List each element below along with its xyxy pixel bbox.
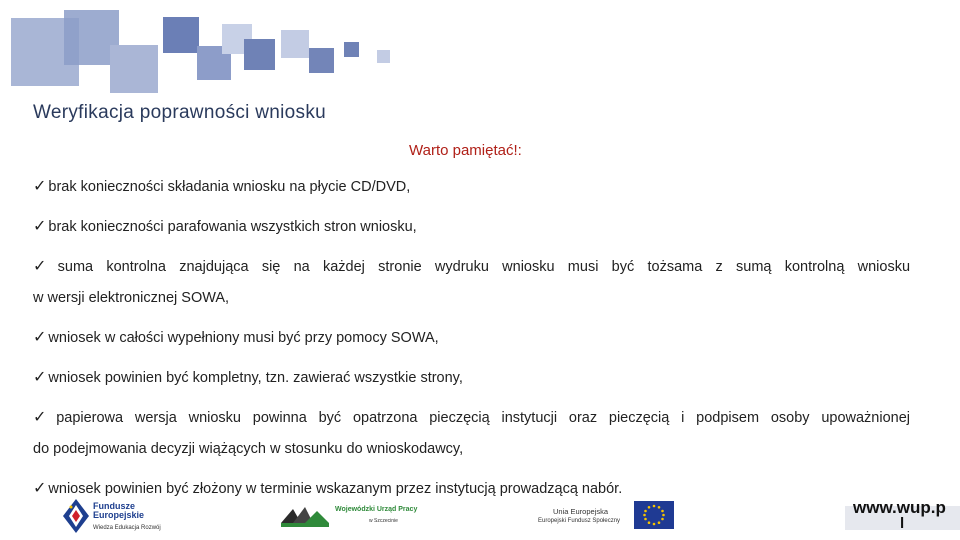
list-item-continuation: [33, 434, 910, 464]
check-icon: ✓: [33, 369, 47, 386]
fe-line3: Wiedza Edukacja Rozwój: [93, 525, 161, 531]
slide-title: Weryfikacja poprawności wniosku: [33, 102, 327, 123]
website-text-tail: l: [900, 515, 905, 532]
wup-line1: Wojewódzki Urząd Pracy: [335, 506, 418, 513]
logo-fundusze-europejskie: [63, 499, 173, 535]
square: [377, 50, 390, 63]
square: [163, 17, 199, 53]
check-icon: ✓: [33, 218, 47, 235]
list-item: [33, 252, 910, 282]
ue-line1: Unia Europejska: [553, 507, 609, 516]
check-icon: ✓: [33, 329, 47, 346]
square: [281, 30, 309, 58]
list-item-continuation: [33, 283, 910, 313]
list-item-text: wniosek powinien być złożony w terminie wskazanym przez instytucją prowadzącą nabór.: [48, 481, 623, 497]
fe-line2: Europejskie: [93, 510, 145, 520]
list-item-text: brak konieczności parafowania wszystkich stron wniosku,: [48, 219, 417, 235]
list-item-text: suma kontrolna znajdująca się na każdej stronie wydruku wniosku musi być tożsama z sumą kontrolną wniosku: [57, 259, 911, 275]
slide-subtitle: Warto pamiętać!:: [409, 142, 522, 159]
logo-unia-europejska: [538, 501, 678, 533]
check-icon: ✓: [33, 178, 47, 195]
wup-line2: w Szczecinie: [369, 518, 398, 524]
list-item-text: wniosek powinien być kompletny, tzn. zawierać wszystkie strony,: [48, 370, 463, 386]
list-item-text: wniosek w całości wypełniony musi być przy pomocy SOWA,: [48, 330, 439, 346]
website-text: www.wup.p: [853, 498, 946, 517]
check-icon: ✓: [33, 258, 56, 275]
list-item: [33, 363, 910, 393]
check-icon: ✓: [33, 409, 55, 426]
footer-logos: [0, 495, 960, 540]
list-item: [33, 172, 910, 202]
website-link[interactable]: [845, 498, 960, 532]
ue-line2: Europejski Fundusz Społeczny: [538, 518, 621, 524]
list-item-text: brak konieczności składania wniosku na płycie CD/DVD,: [48, 179, 411, 195]
list-item: [33, 403, 910, 433]
list-item-text: do podejmowania decyzji wiążących w stosunku do wnioskodawcy,: [33, 441, 464, 457]
fe-emblem-icon: [63, 499, 89, 533]
list-item: [33, 323, 910, 353]
square: [110, 45, 158, 93]
square: [309, 48, 334, 73]
logo-wup: [281, 501, 441, 533]
fe-line1: Fundusze: [93, 501, 135, 511]
wup-emblem-icon: [281, 503, 329, 529]
list-item-text: papierowa wersja wniosku powinna być opatrzona pieczęcią instytucji oraz pieczęcią i podpisem osoby upoważnionej: [56, 410, 911, 426]
eu-flag-icon: [634, 501, 674, 529]
list-item: [33, 212, 910, 242]
list-item-text: w wersji elektronicznej SOWA,: [33, 290, 230, 306]
square: [244, 39, 275, 70]
check-icon: ✓: [33, 480, 47, 497]
square: [344, 42, 359, 57]
